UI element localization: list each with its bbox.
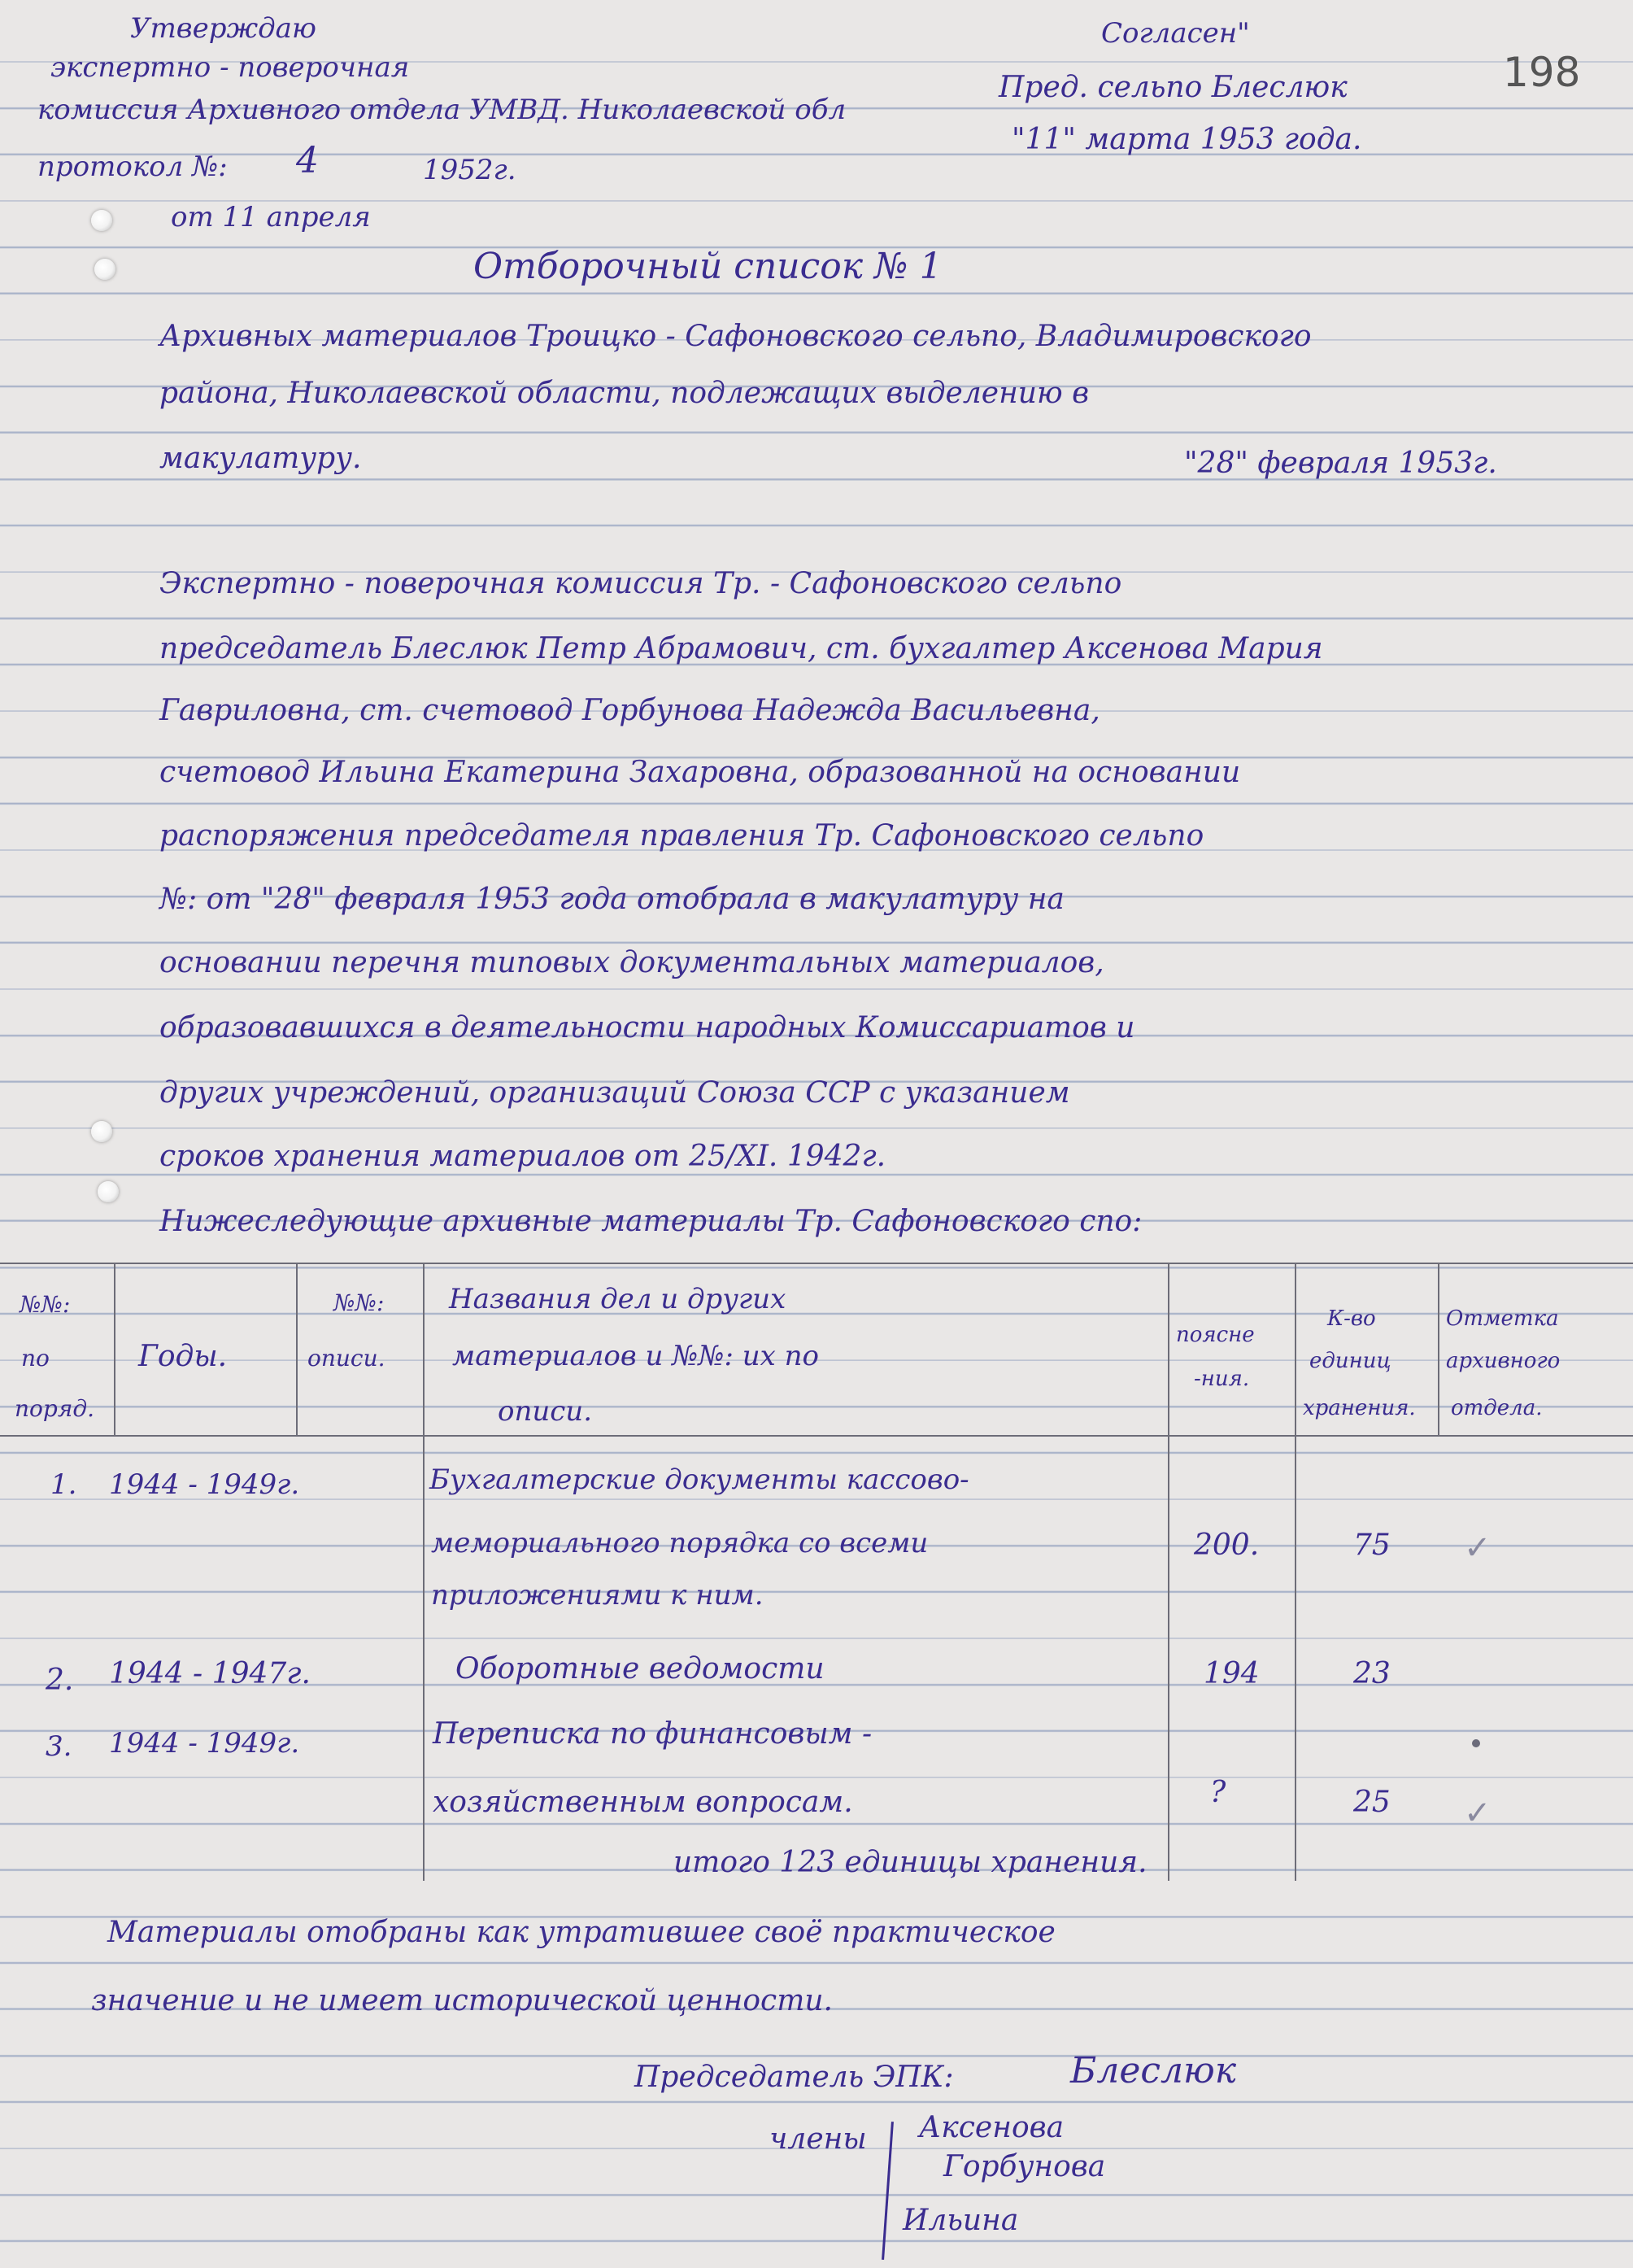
table-col-divider <box>296 1263 298 1435</box>
row-name-line: хозяйственным вопросам. <box>433 1786 853 1819</box>
body-line-10: сроков хранения материалов от 25/XI. 1942г. <box>159 1140 886 1173</box>
header-qty-3: хранения. <box>1303 1396 1416 1420</box>
approval-protocol-label: протокол №: <box>37 150 228 183</box>
row-number: 1. <box>50 1468 77 1501</box>
chair-label: Председатель ЭПК: <box>634 2061 954 2094</box>
body-line-9: других учреждений, организаций Союза ССР с указанием <box>159 1076 1070 1110</box>
row-name-line: Бухгалтерские документы кассово- <box>429 1463 969 1496</box>
approval-line-2: экспертно - поверочная <box>50 51 410 84</box>
header-num-2: по <box>21 1345 50 1372</box>
row-explanation: 200. <box>1194 1529 1260 1562</box>
punch-hole <box>94 259 115 280</box>
conclusion-line-1: Материалы отобраны как утратившее своё практическое <box>107 1916 1056 1949</box>
punch-hole <box>91 210 112 231</box>
document-title: Отборочный список № 1 <box>473 246 943 287</box>
chair-signature: Блеслюк <box>1070 2050 1237 2091</box>
member-signature-3: Ильина <box>903 2204 1019 2237</box>
body-line-7: основании перечня типовых документальных материалов, <box>159 946 1104 979</box>
body-line-8: образовавшихся в деятельности народных Комиссариатов и <box>159 1011 1135 1045</box>
header-name-1: Названия дел и других <box>449 1283 786 1315</box>
header-mark-2: архивного <box>1446 1349 1561 1373</box>
table-header-rule <box>0 1435 1633 1437</box>
subtitle-line-2: района, Николаевской области, подлежащих выделению в <box>159 377 1090 410</box>
header-expl-2: -ния. <box>1194 1367 1250 1391</box>
table-col-divider <box>114 1263 115 1435</box>
header-mark-3: отдела. <box>1451 1396 1543 1420</box>
row-name-line: приложениями к ним. <box>431 1579 764 1612</box>
agreed-line-1: Согласен" <box>1101 17 1250 50</box>
conclusion-line-2: значение и не имеет исторической ценности. <box>91 1984 833 2017</box>
approval-protocol-number: 4 <box>296 140 319 181</box>
table-col-divider <box>1438 1263 1439 1435</box>
ink-dot <box>1472 1739 1480 1747</box>
header-qty-1: К-во <box>1327 1306 1376 1331</box>
row-number: 2. <box>46 1664 74 1697</box>
body-line-2: председатель Блеслюк Петр Абрамович, ст. бухгалтер Аксенова Мария <box>159 632 1323 665</box>
document-date: "28" февраля 1953г. <box>1184 447 1497 480</box>
member-signature-1: Аксенова <box>919 2111 1065 2144</box>
header-expl-1: поясне <box>1176 1323 1255 1347</box>
punch-hole <box>91 1121 112 1142</box>
row-name-line: Оборотные ведомости <box>455 1652 825 1686</box>
row-quantity: 23 <box>1353 1657 1391 1690</box>
table-col-divider <box>423 1263 425 1881</box>
subtitle-line-1: Архивных материалов Троицко - Сафоновского сельпо, Владимировского <box>159 320 1312 353</box>
row-explanation: 194 <box>1204 1657 1260 1690</box>
header-years: Годы. <box>138 1340 228 1373</box>
approval-protocol-year: 1952г. <box>423 154 516 186</box>
subtitle-line-3: макулатуру. <box>159 442 362 475</box>
check-mark-icon: ✓ <box>1464 1795 1491 1832</box>
row-years: 1944 - 1949г. <box>109 1727 300 1760</box>
header-num-3: поряд. <box>15 1395 94 1422</box>
body-line-1: Экспертно - поверочная комиссия Тр. - Сафоновского сельпо <box>159 567 1122 600</box>
punch-hole <box>98 1181 119 1202</box>
row-name-line: Переписка по финансовым - <box>433 1717 873 1751</box>
row-explanation: ? <box>1210 1776 1226 1809</box>
member-signature-2: Горбунова <box>943 2150 1106 2183</box>
header-name-2: материалов и №№: их по <box>452 1340 820 1372</box>
header-qty-2: единиц <box>1309 1349 1391 1373</box>
table-top-rule <box>0 1263 1633 1264</box>
header-num-1: №№: <box>20 1291 71 1318</box>
header-mark-1: Отметка <box>1446 1306 1559 1331</box>
row-quantity: 75 <box>1353 1529 1391 1562</box>
row-number: 3. <box>46 1730 72 1763</box>
page-number: 198 <box>1503 49 1581 96</box>
row-quantity: 25 <box>1353 1786 1391 1819</box>
table-col-divider <box>1168 1263 1169 1881</box>
row-years: 1944 - 1949г. <box>109 1468 300 1501</box>
row-years: 1944 - 1947г. <box>109 1657 311 1690</box>
approval-line-3: комиссия Архивного отдела УМВД. Николаевской обл <box>37 94 847 126</box>
table-col-divider <box>1295 1263 1296 1881</box>
body-line-11: Нижеследующие архивные материалы Тр. Сафоновского спо: <box>159 1205 1143 1238</box>
header-name-3: описи. <box>498 1395 593 1428</box>
table-total: итого 123 единицы хранения. <box>673 1846 1147 1879</box>
agreed-line-3: "11" марта 1953 года. <box>1012 123 1362 156</box>
approval-line-1: Утверждаю <box>130 12 316 45</box>
body-line-4: счетовод Ильина Екатерина Захаровна, образованной на основании <box>159 756 1241 789</box>
agreed-line-2: Пред. сельпо Блеслюк <box>999 71 1348 104</box>
row-name-line: мемориального порядка со всеми <box>431 1527 929 1559</box>
body-line-6: №: от "28" февраля 1953 года отобрала в макулатуру на <box>159 883 1065 916</box>
header-inv-2: описи. <box>307 1345 385 1372</box>
check-mark-icon: ✓ <box>1464 1529 1491 1567</box>
signature-bracket <box>882 2122 894 2260</box>
header-inv-1: №№: <box>333 1289 385 1316</box>
body-line-5: распоряжения председателя правления Тр. Сафоновского сельпо <box>159 819 1204 853</box>
members-label: члены <box>769 2122 867 2156</box>
approval-date: от 11 апреля <box>171 201 371 233</box>
body-line-3: Гавриловна, ст. счетовод Горбунова Надежда Васильевна, <box>159 694 1100 727</box>
